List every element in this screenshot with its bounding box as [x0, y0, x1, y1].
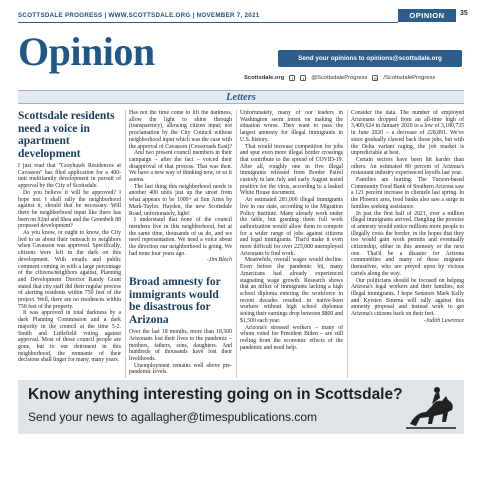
column-1: [18, 110, 121, 378]
section-tab: OPINION: [398, 9, 456, 22]
send-opinions-box: Send your opinions to opinions@scottsdale.org: [278, 50, 462, 67]
letter2-signature: -Judith Lawrence: [423, 317, 464, 324]
letter2-paragraph: An estimated 281,000 illegal immigrants live in our state, according to the Migration Policy Institute. Many already work under the table, but granting them full work authorization would allow them to compete for a wider range of jobs against citizens and legal immigrants. That'd make it even more difficult for over 225,000 unemployed Arizonans to find work.: [240, 197, 343, 257]
letter1-paragraph: It was approved in total darkness by a dark Planning Commission and a dark majority in the council at the time 5-2. Smith and Littlefield voting against approval. Most of those council people are gone, but to our detriment in this neighborhood, the remnants of their decisions shall linger for many, many years.: [18, 310, 121, 364]
letter2-paragraph: In just the first half of 2021, over a million illegal immigrants arrived. Dangling the promise of amnesty would entice millions more people to illegally cross the border, in the hopes that they too would gain work permits and eventually citizenship, either in this amnesty or the next one. That'd be a disaster for Arizona communities and many of these migrants themselves, who are preyed upon by vicious cartels along the way.: [351, 210, 464, 277]
letter1-paragraph: Has not the time come to lift the darkness, allow the light to shine through (transparency), allowing citizen input; not proclamation by the City Council without neighborhood input which was the case with the approval of Cavasson (Crossroads East)?: [129, 110, 232, 150]
letter1-paragraph: The last thing this neighborhood needs is another 400 units just up the street from what appears to be 1000+ at Sun Artes by Mark-Taylor. Hayden, the new Scottsdale Road, unfortunately, light!: [129, 183, 232, 217]
facebook-handle[interactable]: /ScottsdaleProgress: [383, 75, 436, 81]
letter1-paragraph: And two present council members in their campaign – after the fact – voiced their disapproval of that process. That was then. We have a new way of thinking now, or so it seems.: [129, 150, 232, 184]
banner-title: Know anything interesting going on in Scottsdale?: [28, 386, 403, 403]
letter2-paragraph: Unemployment remains well above pre-pandemic levels.: [129, 362, 232, 376]
masthead-text: SCOTTSDALE PROGRESS | WWW.SCOTTSDALE.ORG | NOVEMBER 7, 2021: [18, 12, 260, 19]
letter2-paragraph: Meanwhile, overall wages would decline. Even before the pandemic hit, many Americans had already experienced stagnating wage growth. Research shows that an influx of immigrants lacking a high school diploma entering the workforce in recent decades resulted in native-born workers without high school diplomas seeing their earnings drop between $800 and $1,500 each year.: [240, 257, 343, 324]
letter1-paragraph: Do you believe it will be approved? I hope not. I shall rally the neighborhood against it, should that be necessary. Will there be neighborhood input like there has been on 92nd and Shea and the Greenbelt 88 proposed development?: [18, 189, 121, 230]
column-divider: [236, 110, 237, 378]
horse-rider-icon: [402, 382, 460, 432]
banner-subtitle[interactable]: Send your news to agallagher@timespublications.com: [28, 410, 318, 424]
letter1-paragraph: As you know, or ought to know, the City lied to us about their outreach to neighbors when Cavasson was approved. Specifically, citizens were left in the dark on this development. With emails and public comment coming in with a large percentage of the citizens/neighbors against, Planning and Development Director Randy Grant stated that city staff did their regular process of alerting residents within 750 feet of the project. Well, there are no residences within 750 feet of the property.: [18, 230, 121, 310]
letter1-paragraph: I understand that none of the council members live in this neighborhood, but at the same time, thousands of us do, and we need representation. We need a voice about the direction our neighborhood is going. We had none four years ago.: [129, 217, 232, 257]
twitter-handle[interactable]: @ScottsdaleProgress: [311, 75, 368, 81]
site-link[interactable]: Scottsdale.org: [244, 75, 285, 81]
column-divider: [125, 110, 126, 378]
letter2-paragraph: Over the last 18 months, more than 18,500 Arizonans lost their lives to the pandemic – mothers, fathers, sons, daughters. And hundreds of thousands have lost their livelihoods.: [129, 329, 232, 362]
facebook-icon: f: [289, 75, 295, 81]
letter2-paragraph: Unfortunately, many of our leaders in Washington seem intent on making the situation worse. They want to pass the largest amnesty for illegal immigrants in U.S. history.: [240, 110, 343, 143]
twitter-icon: t: [300, 75, 306, 81]
social-row: [244, 75, 464, 81]
letter1-signature: -Jim Bloch: [206, 257, 232, 264]
letter2-paragraph: Certain sectors have been hit harder than others. An estimated 80 percent of Arizona's restaurant industry experienced layoffs last year.: [351, 156, 464, 177]
letter2-paragraph: Arizona's stressed workers – many of whom voted for President Biden – are still reeling from the economic effects of the pandemic and need help.: [240, 324, 343, 351]
page-title: Opinion: [18, 29, 155, 74]
section-label-text: Letters: [226, 91, 256, 103]
news-tip-banner: [18, 380, 464, 434]
letter2-headline: Broad amnesty for immigrants would be disastrous for Arizona: [129, 276, 221, 326]
letter2-paragraph: Consider the data. The number of employed Arizonans dropped from an all-time high of 3,409,624 in January 2020 to a low of 3,180,735 in June 2020 – a decrease of 228,891. We've since gradually clawed back those jobs, but with the Delta variant raging, the job market is unpredictable at best.: [351, 110, 464, 157]
letter1-paragraph: I just read that "Grayhawk Residences at Cavasson" has filed application for a 400-unit multifamily development in pursuit of approval by the City of Scottsdale.: [18, 163, 121, 190]
letter2-paragraph: Our politicians should be focused on helping Arizona's legal workers and their families, not illegal immigrants. I hope Senators Mark Kelly and Kyrsten Sinema will rally against this amnesty proposal and instead work to get Arizona's citizens back on their feet.: [351, 277, 464, 318]
column-3: [240, 110, 343, 378]
section-label: [18, 90, 464, 104]
header-rule: [18, 22, 398, 23]
page-number: 35: [460, 10, 468, 17]
instagram-icon: ◎: [373, 76, 378, 81]
letter1-headline: Scottsdale residents need a voice in apartment development: [18, 110, 115, 160]
column-2: [129, 110, 232, 378]
column-4: [351, 110, 464, 378]
letter2-paragraph: Families are hurting. The Tucson-based Community Food Bank of Southern Arizona saw a 121 percent increase in clientele last spring. In the Phoenix area, food banks also saw a surge in families seeking assistance.: [351, 177, 464, 210]
letter2-paragraph: That would increase competition for jobs and spur even more illegal border crossings that contribute to the spread of COVID-19. After all, roughly one in five illegal immigrants released from Border Patrol custody in late July and early August tested positive for the virus, according to a leaked White House document.: [240, 143, 343, 197]
column-divider: [347, 110, 348, 378]
